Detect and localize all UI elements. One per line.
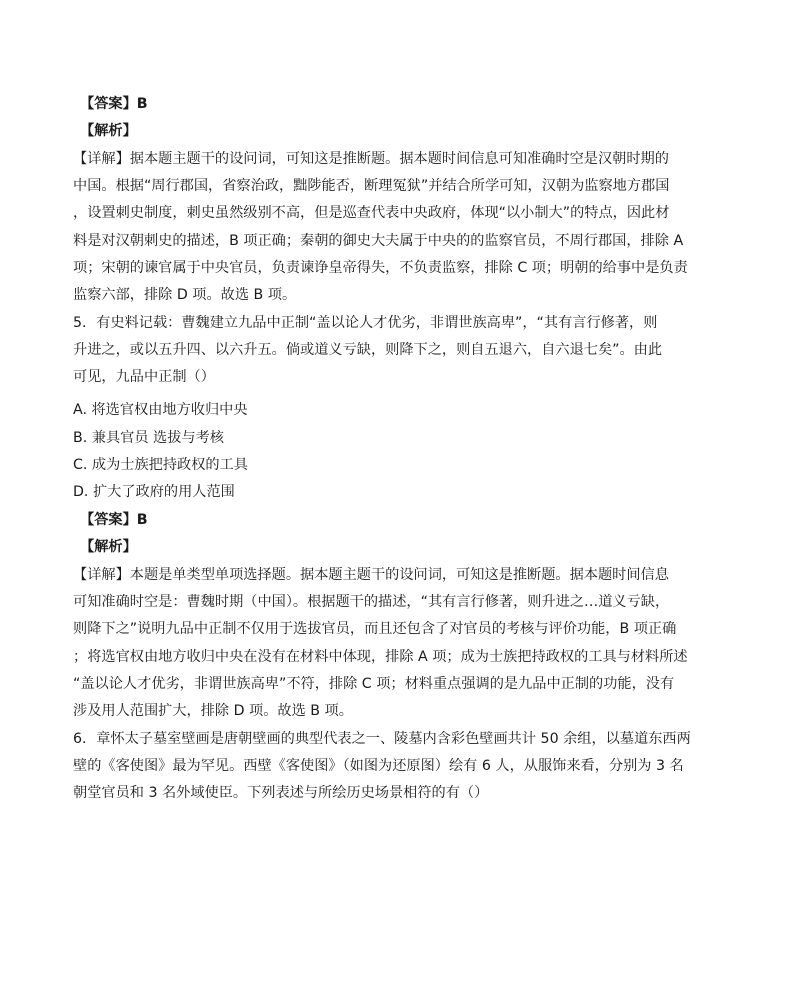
- question-stem-line: 升进之，或以五升四、以六升五。倘或道义亏缺，则降下之，则自五退六，自六退七矣”。由此: [73, 342, 663, 358]
- explanation-line: ，设置刺史制度，刺史虽然级别不高，但是巡查代表中央政府，体现“以小制大”的特点，因此材: [73, 205, 670, 221]
- answer-tag: 【答案】: [80, 512, 137, 528]
- analysis-tag-1: 【解析】: [80, 123, 137, 139]
- explanation-line: 【详解】本题是单类型单项选择题。据本题主题干的设问词，可知这是推断题。据本题时间信息: [73, 567, 669, 583]
- question-stem-line: 壁的《客使图》最为罕见。西壁《客使图》（如图为还原图）绘有 6 人，从服饰来看，分别为 3 名: [73, 758, 684, 774]
- explanation-line: 中国。根据“周行郡国，省察治政，黜陟能否，断理冤狱”并结合所学可知，汉朝为监察地方郡国: [73, 178, 670, 194]
- explanation-line: 可知准确时空是：曹魏时期（中国）。根据题干的描述，“其有言行修著，则升进之…道义亏缺，: [73, 594, 670, 610]
- question-stem-line: 朝堂官员和 3 名外域使臣。下列表述与所绘历史场景相符的有（）: [73, 785, 489, 801]
- option-c: C. 成为士族把持政权的工具: [73, 457, 248, 473]
- option-a: A. 将选官权由地方收归中央: [73, 402, 248, 418]
- explanation-line: 涉及用人范围扩大，排除 D 项。故选 B 项。: [73, 703, 353, 719]
- explanation-line: “盖以论人才优劣，非谓世族高卑”不符，排除 C 项；材料重点强调的是九品中正制的功能，没有: [73, 676, 675, 692]
- explanation-line: 则降下之”说明九品中正制不仅用于选拔官员，而且还包含了对官员的考核与评价功能，B 项正确: [73, 621, 677, 637]
- question-stem-line: 5．有史料记载：曹魏建立九品中正制“盖以论人才优劣，非谓世族高卑”，“其有言行修著，则: [73, 315, 658, 331]
- answer-value: B: [136, 512, 148, 528]
- explanation-line: ；将选官权由地方收归中央在没有在材料中体现，排除 A 项；成为士族把持政权的工具与材料所述: [73, 649, 688, 665]
- explanation-line: 项；宋朝的谏官属于中央官员，负责谏诤皇帝得失，不负责监察，排除 C 项；明朝的给事中是负责: [73, 260, 688, 276]
- explanation-line: 料是对汉朝刺史的描述，B 项正确；秦朝的御史大夫属于中央的的监察官员，不周行郡国，排除 A: [73, 233, 684, 249]
- analysis-tag-2: 【解析】: [80, 539, 137, 555]
- answer-tag: 【答案】: [80, 96, 137, 112]
- question-stem-line: 可见，九品中正制（）: [73, 369, 215, 385]
- answer-line-1: [80, 94, 148, 114]
- question-stem-line: 6．章怀太子墓室壁画是唐朝壁画的典型代表之一、陵墓内含彩色壁画共计 50 余组，以墓道东西两: [73, 731, 691, 747]
- answer-line-2: [80, 510, 148, 530]
- option-d: D. 扩大了政府的用人范围: [73, 484, 235, 500]
- option-b: B. 兼具官员 选拔与考核: [73, 430, 224, 446]
- explanation-line: 监察六部，排除 D 项。故选 B 项。: [73, 287, 297, 303]
- explanation-line: 【详解】据本题主题干的设问词，可知这是推断题。据本题时间信息可知准确时空是汉朝时期的: [73, 151, 669, 167]
- answer-value: B: [136, 96, 148, 112]
